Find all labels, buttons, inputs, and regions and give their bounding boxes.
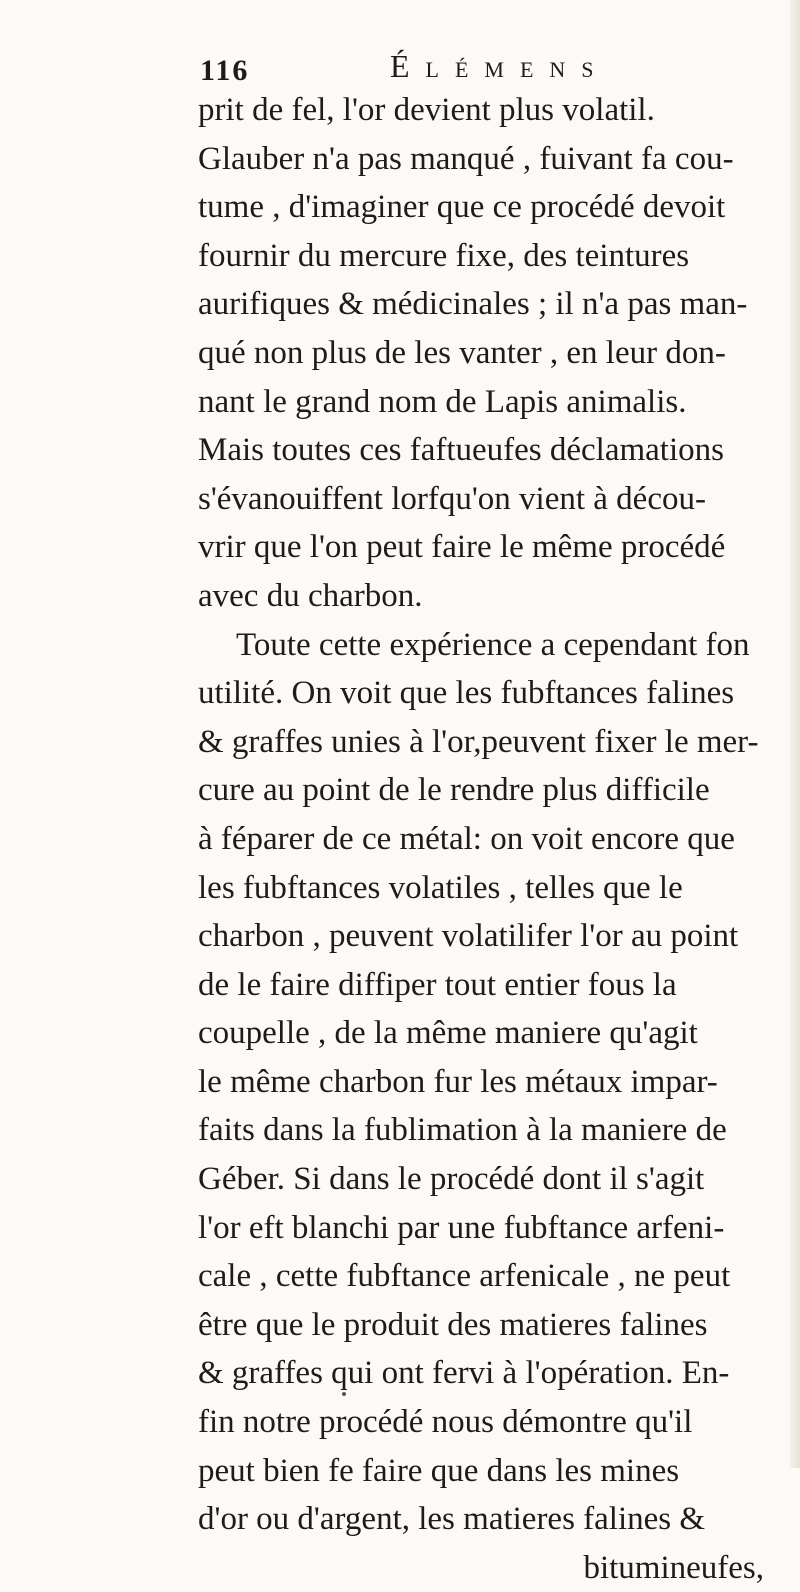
text-line: s'évanouiffent lorfqu'on vient à décou-: [198, 480, 706, 517]
text-line: vrir que l'on peut faire le même procédé: [198, 529, 726, 566]
text-line: fournir du mercure fixe, des teintures: [198, 237, 690, 274]
text-line: qué non plus de les vanter , en leur don-: [198, 334, 726, 371]
text-line: & graffes unies à l'or,peuvent fixer le mer-: [198, 723, 759, 760]
catchword-line: bitumineufes,: [583, 1549, 764, 1586]
text-line: Mais toutes ces faftueufes déclamations: [198, 432, 724, 469]
page-edge: [790, 0, 800, 1468]
text-line: de le faire diffiper tout entier fous la: [198, 966, 677, 1003]
text-line: peut bien fe faire que dans les mines: [198, 1452, 680, 1489]
text-line: Géber. Si dans le procédé dont il s'agit: [198, 1161, 705, 1198]
text-line: fin notre procédé nous démontre qu'il: [198, 1404, 693, 1441]
paragraph-start-line: Toute cette expérience a cependant fon: [236, 626, 750, 663]
body-text: [198, 86, 768, 1592]
text-line: aurifiques & médicinales ; il n'a pas man-: [198, 286, 748, 323]
text-line: Glauber n'a pas manqué , fuivant fa cou-: [198, 140, 734, 177]
text-line: être que le produit des matieres falines: [198, 1306, 708, 1343]
text-line: tume , d'imaginer que ce procédé devoit: [198, 189, 726, 226]
text-line: charbon , peuvent volatilifer l'or au point: [198, 918, 739, 955]
text-line: l'or eft blanchi par une fubftance arfeni-: [198, 1209, 725, 1246]
page-header: [200, 44, 760, 87]
text-line: utilité. On voit que les fubftances falines: [198, 675, 735, 712]
text-line: d'or ou d'argent, les matieres falines &: [198, 1501, 706, 1538]
page-number: 116: [200, 54, 250, 87]
text-line: & graffes qui ont fervi à l'opération. En-: [198, 1355, 730, 1392]
text-line: cure au point de le rendre plus difficile: [198, 772, 710, 809]
text-line: cale , cette fubftance arfenicale , ne peut: [198, 1258, 731, 1295]
text-line: nant le grand nom de Lapis animalis.: [198, 383, 687, 420]
text-line: coupelle , de la même maniere qu'agit: [198, 1015, 698, 1052]
text-line: faits dans la fublimation à la maniere de: [198, 1112, 727, 1149]
running-title: Élémens: [390, 48, 610, 84]
text-line: le même charbon fur les métaux impar-: [198, 1063, 718, 1100]
ink-speck: [342, 1392, 346, 1396]
text-line: à féparer de ce métal: on voit encore que: [198, 820, 735, 857]
text-line: prit de fel, l'or devient plus volatil.: [198, 92, 655, 128]
text-line: les fubftances volatiles , telles que le: [198, 869, 683, 906]
paragraph-end-line: avec du charbon.: [198, 577, 423, 614]
